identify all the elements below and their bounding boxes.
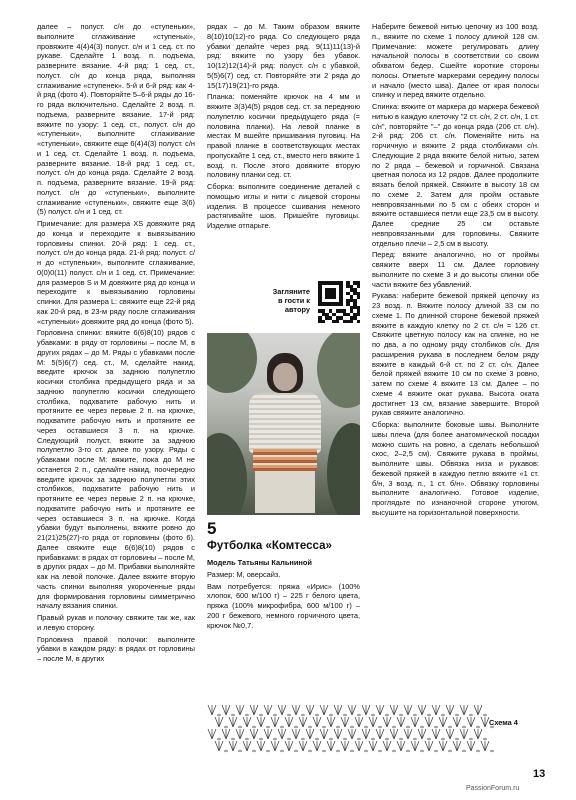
paragraph: далее – полуст. с/н до «ступеньки», выполните сглаживание «ступенькі», провяжите 4(4)4(3) полуст. с/н и 1 сед. ст. по рукаве. Сделайте 1 возд. п. подъема, разверните вязание. 4-й ряд: 1 сед. ст., полуст. с/н до конца ряда, выполняя сглаживание «ступенек». 5-й и 6-й ряд: как 4-й ряд (фото 4). Повторяйте 5–6-й ряды до 16-го ряда включительно. Сделайте 2 возд. п. подъема, разверните вязание. 17-й ряд: вяжите по узору: 1 сед. ст., полуст. с/н до «ступеньки», выполните сглаживание «ступеньки», свяжите еще 6(4)4(3) полуст. с/н и 1 сед. ст. Сделайте 1 возд. п. подъема, разверните вязание. 18-й ряд: 1 сед. ст., полуст. с/н до конца ряда. Сделайте 2 возд. п. подъема, разверните вязание. 19-й ряд: полуст. с/н до «ступеньки», выполните сглаживание «ступеньки», свяжите еще 3(6)(5) полуст. с/н и 1 сед. ст. <box>37 22 195 217</box>
paragraph: Перед: вяжите аналогично, но от проймы свяжите вверх 11 см. Далее горловину выполните по схеме 3 и до высоты спинки обе части вяжите без убавлений. <box>372 250 539 289</box>
size-line: Размер: М, оверсайз. <box>207 569 281 579</box>
paragraph: Спинка: вяжите от маркера до маркера бежевой нитью в каждую клеточку "2 ст. с/н, 2 ст. с/н, 1 ст. с/н", повторяйте "–" до конца ряда (206 ст. с/н). 2-й ряд: 206 ст. с/н. Поменяйте нить на горчичную и вяжите 2 ряда столбиками с/н. Следующие 2 ряда вяжите белой нитью, затем по 2 ряда – бежевой и горчичной. Связана цветная полоса из 12 рядов. Далее продолжите вязать белой пряжей. Свяжите в высоту 18 см по схеме 2. Затем для пройм оставьте невпровязанными по 5 см с обеих сторон и вяжите оставшиеся петли еще 23,5 см в высоту. Далее средние 25 см оставьте невпровязанными для горловины. Свяжите отдельно плечи – 2,5 см в высоту. <box>372 102 539 248</box>
qr-caption: Загляните в гости к автору <box>272 287 310 314</box>
schema-label: Схема 4 <box>489 718 518 727</box>
qr-code-icon[interactable] <box>318 281 360 323</box>
paragraph: Горловина спинки: вяжите 6(6)8(10) рядов с убавками: в ряду от горловины – после М, в других рядах – до М. Ряды с убавками после М: 5(5)6(7) сед. ст., М, сделайте накид, введите крючок за заднюю полупетлю косички столбика предыдущего ряда и за заднюю полупетлю косички следующего столбика, подхватите рабочую нить и протяните ее через первые 2 п. на крючке, подхватите рабочую нить и протяните ее через оставшиеся 3 п. на крючке. Следующий полуст. вяжите за заднюю полупетлю 3-го ст. далее по узору. Ряды с убавками после М: вяжите, пока до М не останется 2 п., сделайте накид, поочередно введите крючок за заднюю полупетли этих столбиков, подхватите рабочую нить и протяните ее через первые 2 п. на крючке, подхватите рабочую нить и протяните ее через оставшиеся 3 п. на крючке. Когда убавки будут выполнены, вяжите ровно до 21(21)25(27)-го ряда от горловины (фото 6). Далее свяжите еще 6(6)8(10) рядов с прибавками: в рядах от горловины – после М, в других рядах – до М. Прибавки выполняйте как на левой полочке. Далее вяжите вторую часть спинки выполняя укороченные ряды для формирования горловины симметрично началу вязания спинки. <box>37 328 195 611</box>
text-column-middle <box>207 22 360 233</box>
paragraph: Правый рукав и полочку свяжите так же, как и левую сторону. <box>37 613 195 632</box>
paragraph: Планка: поменяйте крючок на 4 мм и вяжите 3(3)4(5) рядов сед. ст. за переднюю полупетлю косички предыдущего ряда (= половина планки). На левой планке в местах М вшейте пришивания пуговиц. На правой планке в соответствующих местах пропускайте 1 сед. ст., вместо него вяжите 1 возд. п. После этого довяжите вторую половину планки сед. ст. <box>207 92 360 180</box>
text-column-middle-lower <box>207 558 360 632</box>
section-title: Футболка «Комтесса» <box>207 540 332 552</box>
page-number: 13 <box>533 768 546 780</box>
model-photo <box>207 333 360 515</box>
qr-block <box>268 281 360 333</box>
paragraph: Наберите бежевой нитью цепочку из 100 возд. п., вяжите по схеме 1 полосу длиной 128 см. Примечание: можете регулировать длину начальной полосы в соответствии со своим обхватом бедер. Сшейте короткие стороны полосы. Отметьте маркерами середину полосы и начало (место шва). Далее от края полосы спинку и перед вяжите отдельно. <box>372 22 539 100</box>
text-column-left <box>37 22 195 666</box>
crochet-chart-diagram <box>206 700 541 760</box>
section-number: 5 <box>207 519 217 538</box>
watermark: PassionForum.ru <box>466 785 520 792</box>
paragraph: рядах – до М. Таким образом вяжите 8(10)10(12)-го ряда. Со следующего ряда убавки делайте через ряд. 9(11)11(13)-й ряд: вяжите по узору без убавок. 10(12)12(14)-й ряд: полуст. с/н с убавкой, 5(5)6(7) сед. ст. Повторяйте эти 2 ряда до 15(17)19(21)-го ряда. <box>207 22 360 90</box>
paragraph: Примечание: для размера XS довяжите ряд до конца и переходите к вывязыванию горловины спинки. 20-й ряд: 1 сед. ст., полуст. с/н до конца ряда. 21-й ряд: полуст. с/н до «ступеньки», выполните сглаживание, 0(0)0(11) полуст. с/н и 1 сед. ст. Примечание: для размеров S и M довяжите ряд до конца и переходите к вывязыванию горловины спинки. Для размера L: свяжите еще 22-й ряд как 20-й ряд, в 23-м ряду после сглаживания «ступеньки» довяжите ряд до конца (фото 5). <box>37 219 195 326</box>
paragraph: Горловина правой полочки: выполните убавки в каждом ряду: в рядах от горловины – после М, в других <box>37 634 195 663</box>
materials-paragraph: Вам потребуется: пряжа «Ирис» (100% хлопок, 600 м/100 г) – 225 г белого цвета, пряжа (100% микрофибра, 600 м/100 г) – 200 г бежевого, немного горчичного цвета, крючок №0,7. <box>207 581 360 630</box>
paragraph: Рукава: наберите бежевой пряжей цепочку из 23 возд. п. Вяжите полосу длиной 33 см по схеме 1. По длинной стороне бежевой пряжей вяжите в каждую клетку по 2 ст. с/н = 126 ст. Свяжите цветную полосу как на спинке, но не по два, а по одному ряду столбиков с/н. Для расширения рукава в последнем белом ряду вяжите в каждый 6-й ст. по 2 ст. с/н. Далее белой пряжей вяжите 10 см по схеме 3 ровно, затем по схеме 4 вяжите 13 см. Далее – по схеме 4 вяжите окат рукава. Высота оката достигнет 13 см, вязание завершите. Второй рукав свяжите аналогично. <box>372 291 539 418</box>
paragraph: Сборка: выполните боковые швы. Выполните швы плеча (для более анатомической посадки можно сшить на ровно, а сделать небольшой скос, 2–2,5 см). Свяжите рукава в проймы, выполните швы. Обвязка низа и рукавов: бежевой пряжей в каждую петлю вяжите «1 ст. б/н, 3 возд. п., 1 ст. б/н». Обвязку горловины выполните аналогично. Готовое изделие, проглядьте по изнаночной стороне утюгом, высушите на горизонтальной поверхности. <box>372 420 539 517</box>
text-column-right <box>372 22 539 520</box>
author-line: Модель Татьяны Кальниной <box>207 558 312 567</box>
paragraph: Сборка: выполните соединение деталей с помощью иглы и нити с лицевой стороны изделия. В процессе сшивания немного растягивайте шов. Пришейте пуговицы. Изделие отпарьте. <box>207 182 360 230</box>
